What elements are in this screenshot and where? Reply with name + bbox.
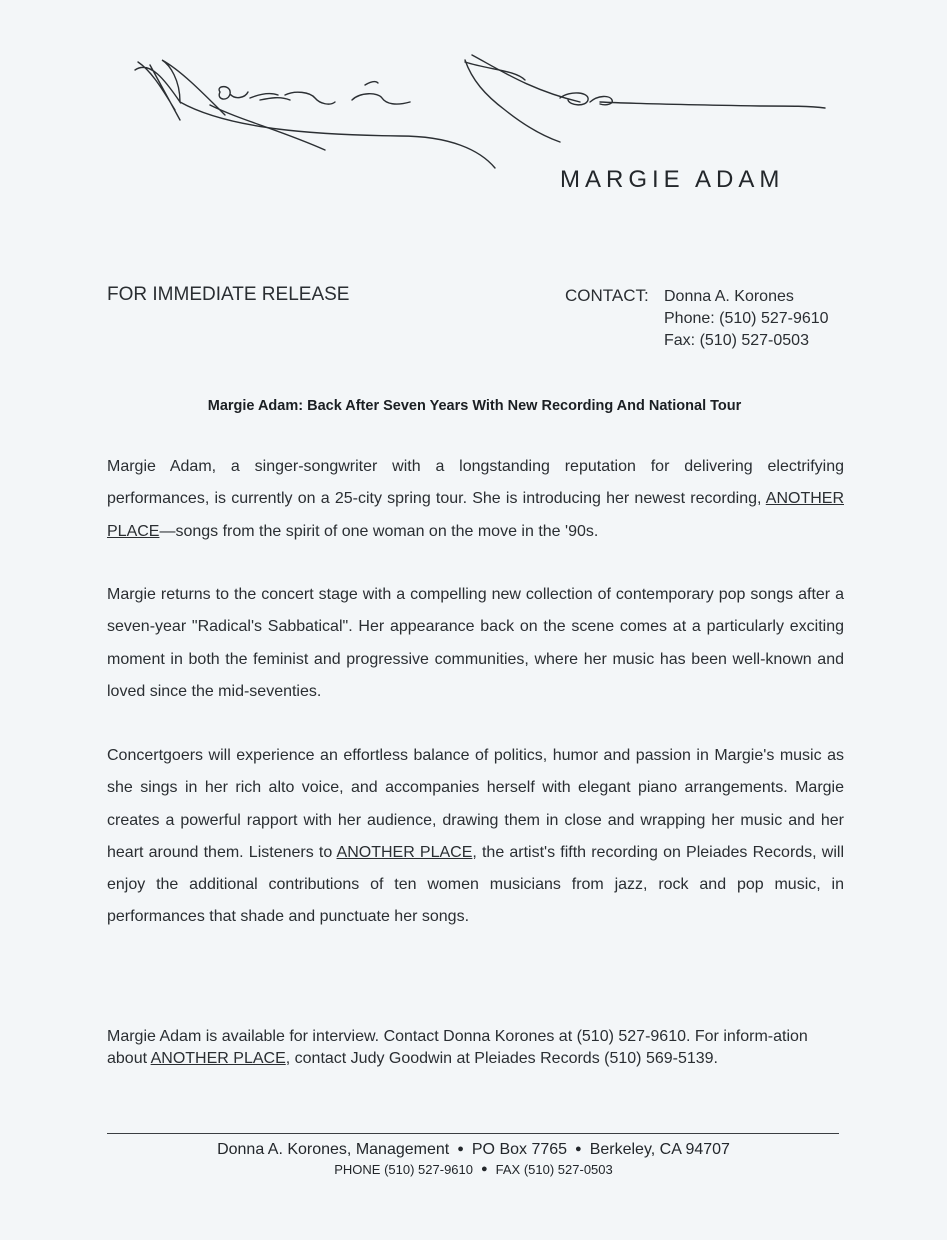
paragraph-text: , contact Judy Goodwin at Pleiades Records (510) 569-5139. [285, 1050, 718, 1067]
album-title: ANOTHER PLACE [336, 843, 473, 861]
footer-fax: FAX (510) 527-0503 [495, 1162, 613, 1177]
paragraph-text: Margie Adam, a singer-songwriter with a longstanding reputation for delivering electrifying performances, is currently on a 25-city spring tour. She is introducing her newest recording, [107, 458, 844, 508]
contact-details [664, 286, 829, 352]
footer-divider [107, 1133, 839, 1134]
contact-name: Donna A. Korones [664, 288, 794, 305]
release-label: FOR IMMEDIATE RELEASE [107, 284, 350, 305]
paragraph-text: —songs from the spirit of one woman on the move in the '90s. [159, 522, 599, 540]
body-paragraph-2: Margie returns to the concert stage with a compelling new collection of contemporary pop songs after a seven-year "Radical's Sabbatical". Her appearance back on the scene comes at a particularly exciting moment in both the feminist and progressive communities, where her music has been well-known and loved since the mid-seventies. [107, 586, 844, 700]
contact-phone: Phone: (510) 527-9610 [664, 310, 829, 327]
paragraph-text: Margie Adam is available for interview. Contact Donna Korones at (510) 527-9610. For inform-ation about [107, 1028, 808, 1067]
bullet-separator: ● [575, 1143, 582, 1155]
contact-label: CONTACT: [565, 286, 649, 305]
letterhead-name: MARGIE ADAM [560, 166, 785, 193]
body-paragraph-4 [107, 1026, 844, 1070]
contact-fax: Fax: (510) 527-0503 [664, 332, 809, 349]
footer-phone: PHONE (510) 527-9610 [334, 1162, 473, 1177]
bullet-separator: ● [481, 1163, 488, 1175]
paragraph-text: , the artist's fifth recording on Pleiades Records, will enjoy the additional contributions of ten women musicians from jazz, rock and pop music, in performances that shade and punctuate her songs. [107, 843, 844, 926]
footer-phone-fax [0, 1162, 947, 1177]
paragraph-text: Concertgoers will experience an effortless balance of politics, humor and passion in Margie's music as she sings in her rich alto voice, and accompanies herself with elegant piano arrangements. Margie creates a powerful rapport with her audience, drawing them in close and wrapping her music and her heart around them. Listeners to [107, 747, 844, 861]
headline: Margie Adam: Back After Seven Years With New Recording And National Tour [207, 398, 742, 414]
footer-management: Donna A. Korones, Management [217, 1141, 450, 1158]
album-title: ANOTHER PLACE [150, 1050, 286, 1067]
footer-po-box: PO Box 7765 [471, 1141, 568, 1158]
footer-city: Berkeley, CA 94707 [589, 1141, 730, 1158]
body-paragraph-3 [107, 740, 844, 934]
signature [120, 40, 840, 180]
album-title: ANOTHER PLACE [107, 490, 844, 540]
bullet-separator: ● [457, 1143, 464, 1155]
footer-address [0, 1141, 947, 1159]
body-paragraph-1 [107, 451, 844, 548]
